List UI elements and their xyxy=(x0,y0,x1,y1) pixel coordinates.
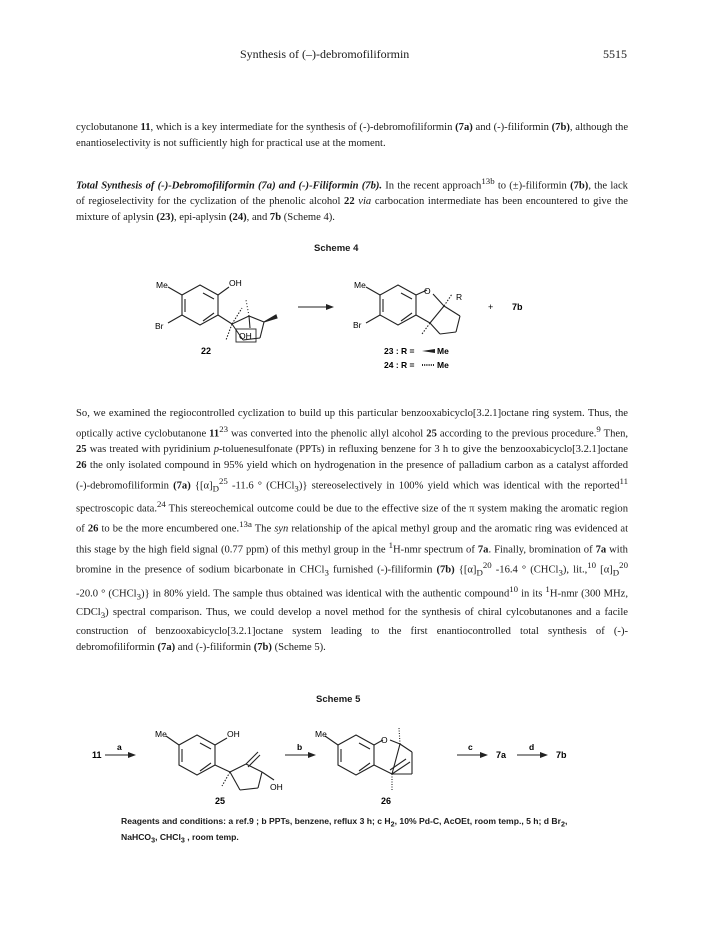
me-bond xyxy=(325,736,338,745)
compound-ref: 11 xyxy=(140,122,151,133)
oh-bond xyxy=(249,316,250,328)
text: [α] xyxy=(596,564,613,576)
me-label: Me xyxy=(354,280,366,290)
section-heading: Total Synthesis of (-)-Debromofiliformin (7a) and (-)-Filiformin (7b). xyxy=(76,180,383,192)
arrow-b xyxy=(285,752,316,758)
text: in its xyxy=(518,588,546,600)
text: ), lit., xyxy=(562,564,588,576)
superscript: 20 xyxy=(619,560,628,571)
ring-bond xyxy=(416,315,430,323)
reference: 23 xyxy=(219,423,229,434)
benzene-ring xyxy=(380,285,416,325)
compound-ref: (7a) xyxy=(157,641,176,653)
compound-ref: (7b) xyxy=(570,180,589,192)
text: So, we examined the regiocontrolled cyclization to build up this particular benzooxabicyclo[3.2.1]octane ring system. Thus, the optically active cyclobutanone xyxy=(76,408,628,440)
product-7a-label: 7a xyxy=(496,750,507,760)
text: , epi-aplysin xyxy=(173,212,230,224)
ring-bond xyxy=(246,764,262,772)
ring-bond xyxy=(430,306,444,323)
aromatic-bond xyxy=(200,743,211,749)
br-label: Br xyxy=(353,320,362,330)
text: Then, xyxy=(600,428,629,440)
text: -20.0 ° (CHCl xyxy=(76,588,137,600)
step-d-label: d xyxy=(529,742,535,752)
running-head xyxy=(0,47,701,63)
compound-26-structure xyxy=(325,728,412,790)
scheme4-title: Scheme 4 xyxy=(314,243,359,254)
italic-text: via xyxy=(358,196,372,208)
wedge-bond-icon xyxy=(422,349,435,353)
hashed-methyl xyxy=(222,772,230,786)
text: , NaHCO xyxy=(121,816,568,842)
text: , the lack of regioselectivity for the cyclization of the phenolic alcohol xyxy=(76,180,628,208)
oh-bond xyxy=(218,287,229,295)
text: , 10% Pd-C, AcOEt, room temp., 5 h; d Br xyxy=(394,816,561,826)
subscript: 3 xyxy=(558,567,563,578)
text: -11.6 ° (CHCl xyxy=(227,480,295,492)
text: , although the enantioselectivity is not sufficiently high for practical use at the moment. xyxy=(76,122,629,149)
text: and (-)-filiformin xyxy=(472,122,552,133)
compound-ref: 25 xyxy=(76,444,87,456)
hashed-methyl xyxy=(399,728,400,744)
subscript: 3 xyxy=(294,483,299,494)
text: to (±)-filiformin xyxy=(494,180,571,192)
alkene-bond xyxy=(246,752,258,764)
r-label: R xyxy=(456,292,463,302)
ring-bond xyxy=(230,764,246,772)
alkene-bond xyxy=(248,755,260,767)
oxygen-label: O xyxy=(424,286,431,296)
subscript: 2 xyxy=(390,820,395,829)
reference: 13b xyxy=(481,176,495,186)
text: (Scheme 5). xyxy=(271,641,326,653)
text: , room temp. xyxy=(184,831,239,842)
text: )} in 80% yield. The sample thus obtained was identical with the authentic compound xyxy=(141,588,510,600)
scheme5-diagram xyxy=(0,710,701,810)
subscript: D xyxy=(212,483,219,494)
reference: 11 xyxy=(619,475,629,486)
aromatic-bond xyxy=(359,743,370,749)
compound-ref: 26 xyxy=(87,524,99,536)
ring-bond xyxy=(230,772,240,790)
subscript: 3 xyxy=(100,610,106,621)
step-b-label: b xyxy=(297,742,303,752)
ring-bond xyxy=(258,772,262,788)
reference: 24 xyxy=(157,499,166,510)
text: (Scheme 4). xyxy=(281,212,335,224)
me-bond xyxy=(366,287,380,295)
paragraph-intro xyxy=(76,120,628,152)
compound-ref: (7b) xyxy=(551,122,570,133)
oxygen-label: O xyxy=(381,735,388,745)
text: with bromine in the presence of sodium bicarbonate in CHCl xyxy=(76,544,628,576)
text: , which is a key intermediate for the synthesis of (-)-debromofiliformin xyxy=(150,122,456,133)
compound-23-label: 23 : R = xyxy=(384,346,415,356)
product-7b-label: 7b xyxy=(556,750,567,760)
ring-bond xyxy=(456,316,460,332)
compound-ref: (23) xyxy=(156,212,174,224)
ring-bond xyxy=(444,306,460,316)
text: ) spectral comparison. Thus, we could develop a novel method for the synthesis of chiral cylcobutanones and a facile construction of benzooxabicyclo[3.2.1]octane system leading to the first enantiocontrolled total synthesis of (-)-debromofiliformin xyxy=(76,607,628,653)
exocyclic-alkene xyxy=(390,759,406,770)
compound-11-label: 11 xyxy=(92,750,102,760)
compound-25-structure xyxy=(166,735,274,790)
text: cyclobutanone xyxy=(76,122,141,133)
text: {[α] xyxy=(454,564,477,576)
superscript: 1 xyxy=(545,583,550,594)
compound-ref: (24) xyxy=(229,212,247,224)
reaction-arrow xyxy=(298,304,334,310)
oh-label: OH xyxy=(229,278,242,288)
hashed-methyl xyxy=(226,324,232,340)
compound-25-label: 25 xyxy=(215,796,226,806)
text: to be the more encumbered one. xyxy=(98,524,240,536)
compound-23-me: Me xyxy=(437,346,449,356)
plus-sign: + xyxy=(488,302,494,312)
text: {[α] xyxy=(190,480,213,492)
step-c-label: c xyxy=(468,742,473,752)
me-bond xyxy=(168,287,182,295)
ether-bond xyxy=(390,740,400,744)
compound-ref: (7b) xyxy=(253,641,272,653)
text: was converted into the phenolic allyl alcohol xyxy=(228,428,427,440)
subscript: 3 xyxy=(180,836,185,845)
superscript: 25 xyxy=(219,475,228,486)
benzene-ring xyxy=(182,285,218,325)
text: furnished (-)-filiformin xyxy=(328,564,437,576)
compound-ref: (7a) xyxy=(455,122,473,133)
br-label: Br xyxy=(155,321,164,331)
text: relationship of the apical methyl group and the aromatic ring was evidenced at this stage by the high field signal (0.77 ppm) of this methyl group in the xyxy=(76,524,629,556)
text: carbocation intermediate has been encountered to give the mixture of aplysin xyxy=(76,196,628,224)
benzene-ring xyxy=(179,735,215,775)
compound-ref: 22 xyxy=(344,196,355,208)
benzene-ring xyxy=(338,735,374,775)
compound-ref: 7b xyxy=(269,212,282,224)
superscript: 1 xyxy=(388,539,394,550)
text: . Finally, bromination of xyxy=(488,544,596,556)
text: H-nmr (300 MHz, CDCl xyxy=(76,588,628,619)
reagents-footnote xyxy=(121,815,591,846)
text: In the recent approach xyxy=(382,180,482,192)
text: according to the previous procedure. xyxy=(436,428,597,440)
oh-label: OH xyxy=(270,782,283,792)
page-number: 5515 xyxy=(603,47,627,61)
me-label: Me xyxy=(315,729,327,739)
step-a-label: a xyxy=(117,742,122,752)
text: )} stereoselectively in 100% yield which was identical with the reported xyxy=(298,480,620,492)
aplysin-structure xyxy=(366,285,463,334)
product-7b-label: 7b xyxy=(512,302,523,312)
compound-ref: (7a) xyxy=(173,480,191,492)
subscript: D xyxy=(476,567,483,578)
quaternary-bond xyxy=(215,765,230,772)
scheme4-diagram xyxy=(0,260,701,390)
wedge-methyl xyxy=(264,315,277,322)
running-title: Synthesis of (–)-debromofiliformin xyxy=(240,47,410,61)
scheme5-title: Scheme 5 xyxy=(316,694,361,705)
text: -toluenesulfonate (PPTs) in refluxing benzene for 3 h to give the benzooxabicyclo[3.2.1]octane xyxy=(219,444,628,456)
text: the only isolated compound in 95% yield which on hydrogenation in the presence of palladium carbon as a catalyst afforded (-)-debromofiliformin xyxy=(76,459,628,492)
compound-22-structure xyxy=(168,285,277,340)
reference: 13a xyxy=(239,519,252,530)
hashed-bond xyxy=(246,300,249,316)
oh-label: OH xyxy=(227,729,240,739)
reference: 10 xyxy=(509,583,519,594)
subscript: 2 xyxy=(560,820,565,829)
text: H-nmr spectrum of xyxy=(393,544,478,556)
ring-bond xyxy=(400,744,412,752)
reference: 9 xyxy=(596,423,601,434)
subscript: 3 xyxy=(151,836,156,845)
ring-bond xyxy=(232,316,249,324)
ether-bond xyxy=(433,294,444,306)
text: , and xyxy=(246,212,270,224)
ring-bond xyxy=(260,322,264,338)
ring-bond xyxy=(249,316,264,322)
me-label: Me xyxy=(155,729,167,739)
br-bond xyxy=(168,315,182,323)
paragraph-regiocontrolled xyxy=(76,406,628,656)
text: and (-)-filiformin xyxy=(175,641,254,653)
text: , CHCl xyxy=(155,831,181,842)
arrow-a xyxy=(105,752,136,758)
text: Reagents and conditions: a ref.9 ; b PPTs, benzene, reflux 3 h; c H xyxy=(121,816,391,826)
ring-bond xyxy=(240,788,258,790)
aromatic-bond xyxy=(401,293,412,299)
oh-bond xyxy=(215,738,227,745)
text: spectroscopic data. xyxy=(76,503,157,515)
me-label: Me xyxy=(156,280,168,290)
subscript: 3 xyxy=(324,567,329,578)
hashed-methyl xyxy=(422,323,430,334)
text: This stereochemical outcome could be due to the effective size of the π system making the aromatic region of xyxy=(76,503,628,536)
text: was treated with pyridinium xyxy=(86,444,214,456)
compound-ref: 11 xyxy=(209,428,220,440)
me-bond xyxy=(166,736,179,745)
compound-ref: 25 xyxy=(426,428,437,440)
compound-ref: 7a xyxy=(477,544,489,556)
quaternary-bond xyxy=(218,315,232,324)
compound-ref: (7b) xyxy=(436,564,455,576)
compound-ref: 7a xyxy=(595,544,607,556)
ring-bond xyxy=(374,765,392,774)
arrow-c xyxy=(457,752,488,758)
ring-bond xyxy=(440,332,456,334)
compound-24-label: 24 : R = xyxy=(384,360,415,370)
compound-ref: 26 xyxy=(76,459,87,471)
compound-24-me: Me xyxy=(437,360,449,370)
superscript: 20 xyxy=(482,560,492,571)
paragraph-total-synthesis xyxy=(76,174,628,226)
oh-label: OH xyxy=(239,331,252,341)
compound-26-label: 26 xyxy=(381,796,392,806)
br-bond xyxy=(366,315,380,323)
italic-text: p xyxy=(213,444,219,456)
subscript: D xyxy=(612,567,620,578)
subscript: 3 xyxy=(136,591,142,602)
text: The xyxy=(251,524,275,536)
aromatic-bond xyxy=(203,293,214,299)
reference: 10 xyxy=(587,560,597,571)
compound-22-label: 22 xyxy=(201,346,212,356)
oh-bond xyxy=(262,772,274,780)
hashed-r xyxy=(444,294,452,306)
text: -16.4 ° (CHCl xyxy=(491,564,559,576)
italic-text: syn xyxy=(274,524,289,536)
ring-bond xyxy=(430,323,440,334)
arrow-d xyxy=(517,752,548,758)
